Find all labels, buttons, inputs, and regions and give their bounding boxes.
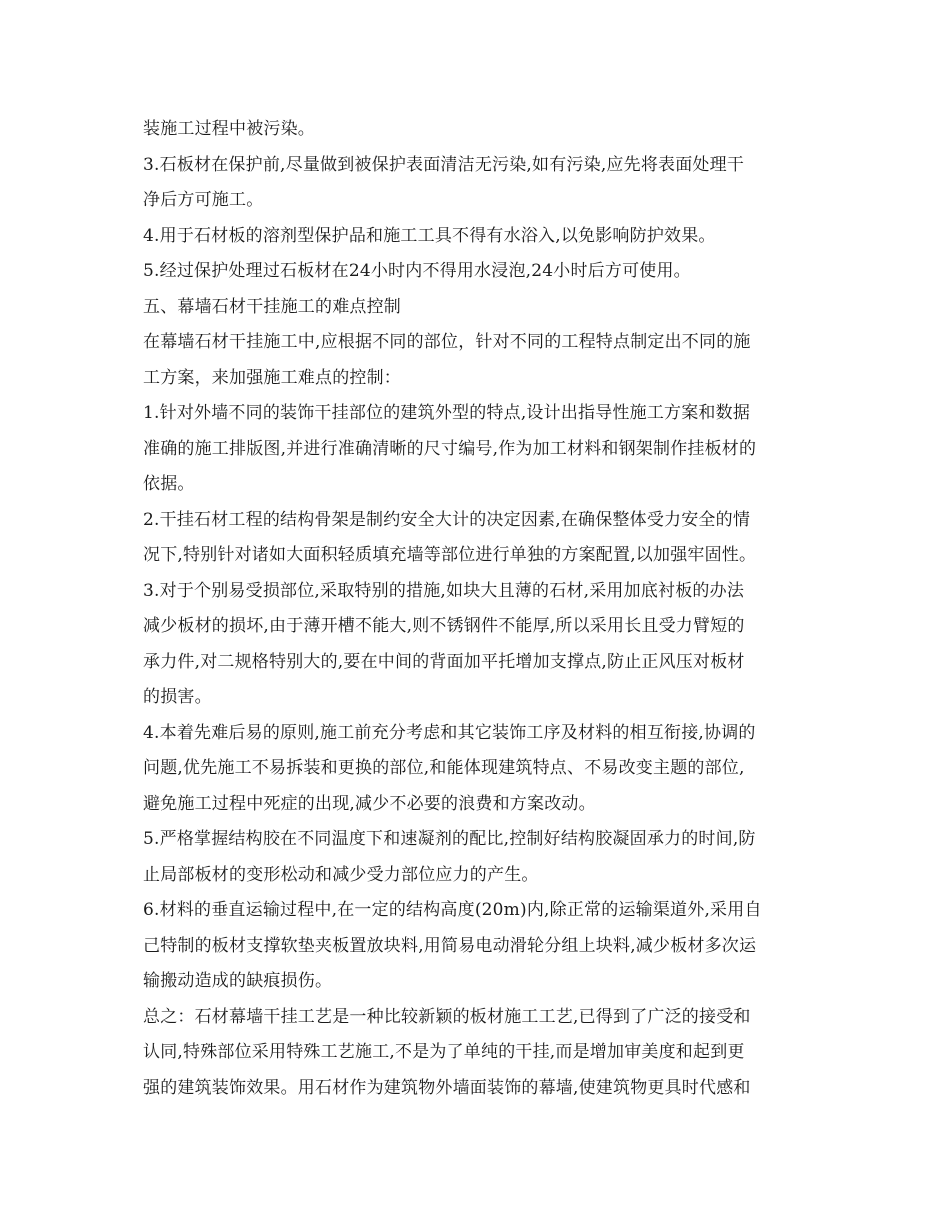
text-line: 输搬动造成的缺痕损伤。 <box>143 971 333 991</box>
text-line: 5.经过保护处理过石板材在24小时内不得用水浸泡,24小时后方可使用。 <box>143 261 691 281</box>
text-line: 在幕墙石材干挂施工中,应根据不同的部位，针对不同的工程特点制定出不同的施 <box>143 332 751 352</box>
text-line: 净后方可施工。 <box>143 190 264 210</box>
text-line: 的损害。 <box>143 687 212 707</box>
text-line: 3.对于个别易受损部位,采取特别的措施,如块大且薄的石材,采用加底衬板的办法 <box>143 580 745 601</box>
text-line: 己特制的板材支撑软垫夹板置放块料,用简易电动滑轮分组上块料,减少板材多次运 <box>143 935 757 956</box>
text-line: 减少板材的损坏,由于薄开槽不能大,则不锈钢件不能厚,所以采用长且受力臂短的 <box>143 616 745 636</box>
text-line: 4.用于石材板的溶剂型保护品和施工工具不得有水浴入,以免影响防护效果。 <box>143 225 716 246</box>
text-line: 6.材料的垂直运输过程中,在一定的结构高度(20m)内,除正常的运输渠道外,采用自 <box>143 900 762 920</box>
text-line: 4.本着先难后易的原则,施工前充分考虑和其它装饰工序及材料的相互衔接,协调的 <box>143 722 756 743</box>
text-line: 问题,优先施工不易拆装和更换的部位,和能体现建筑特点、不易改变主题的部位, <box>143 758 745 778</box>
text-line: 装施工过程中被污染。 <box>143 119 315 139</box>
section-heading: 五、幕墙石材干挂施工的难点控制 <box>143 296 401 317</box>
text-line: 依据。 <box>143 474 195 494</box>
text-line: 1.针对外墙不同的装饰干挂部位的建筑外型的特点,设计出指导性施工方案和数据 <box>143 403 751 423</box>
text-line: 强的建筑装饰效果。用石材作为建筑物外墙面装饰的幕墙,使建筑物更具时代感和 <box>143 1077 751 1098</box>
body-text <box>143 112 823 1106</box>
text-line: 况下,特别针对诸如大面积轻质填充墙等部位进行单独的方案配置,以加强牢固性。 <box>143 545 757 565</box>
text-line: 总之：石材幕墙干挂工艺是一种比较新颖的板材施工工艺,已得到了广泛的接受和 <box>143 1006 751 1027</box>
text-line: 2.干挂石材工程的结构骨架是制约安全大计的决定因素,在确保整体受力安全的情 <box>143 509 751 530</box>
text-line: 止局部板材的变形松动和减少受力部位应力的产生。 <box>143 864 539 885</box>
text-line: 承力件,对二规格特别大的,要在中间的背面加平托增加支撑点,防止正风压对板材 <box>143 651 745 672</box>
text-line: 3.石板材在保护前,尽量做到被保护表面清洁无污染,如有污染,应先将表面处理干 <box>143 154 745 175</box>
text-line: 准确的施工排版图,并进行准确清晰的尺寸编号,作为加工材料和钢架制作挂板材的 <box>143 438 757 459</box>
text-line: 避免施工过程中死症的出现,减少不必要的浪费和方案改动。 <box>143 793 596 814</box>
text-line: 5.严格掌握结构胶在不同温度下和速凝剂的配比,控制好结构胶凝固承力的时间,防 <box>143 829 756 849</box>
text-line: 工方案，来加强施工难点的控制： <box>143 367 401 388</box>
text-line: 认同,特殊部位采用特殊工艺施工,不是为了单纯的干挂,而是增加审美度和起到更 <box>143 1042 745 1062</box>
